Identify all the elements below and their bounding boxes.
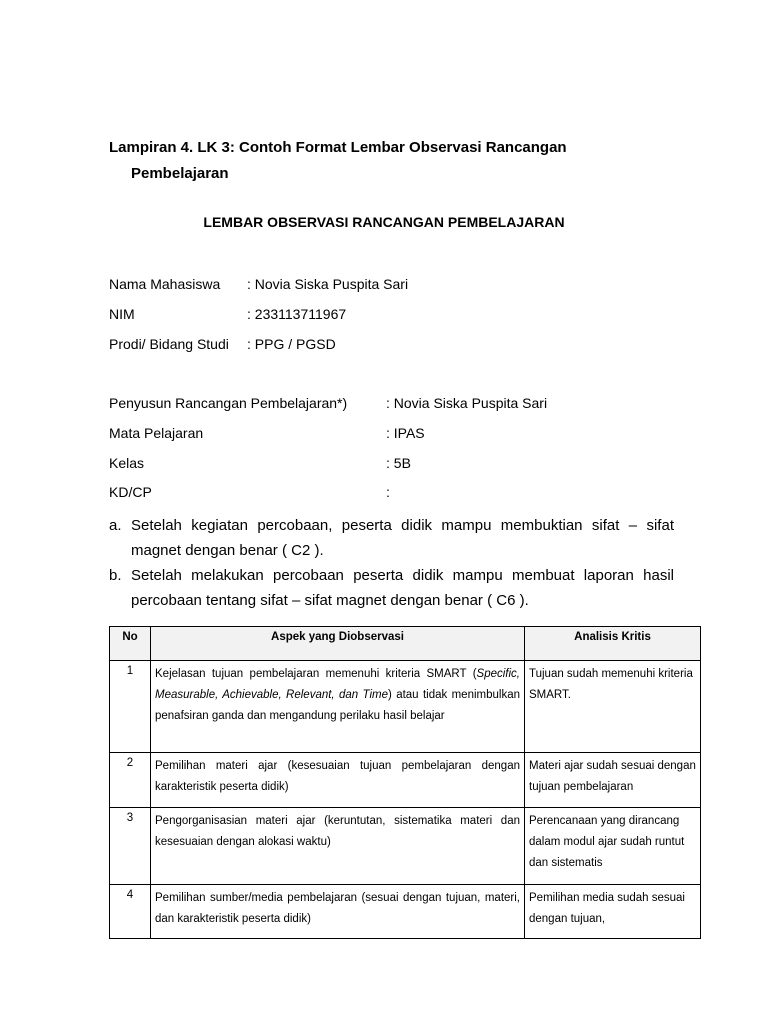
row-aspect bbox=[151, 661, 525, 753]
objective-b-marker: b. bbox=[109, 567, 122, 584]
plan-subject-label: Mata Pelajaran bbox=[109, 425, 204, 441]
row-number: 4 bbox=[110, 885, 151, 939]
observation-table bbox=[109, 626, 701, 939]
student-name-label: Nama Mahasiswa bbox=[109, 276, 221, 292]
objective-b-text: Setelah melakukan percobaan peserta didik mampu membuat laporan hasil percobaan tentang sifat – sifat magnet dengan benar ( C6 ). bbox=[131, 567, 674, 609]
row-critique: Perencanaan yang dirancang dalam modul ajar sudah runtut dan sistematis bbox=[525, 808, 701, 885]
row-critique: Materi ajar sudah sesuai dengan tujuan pembelajaran bbox=[525, 753, 701, 808]
appendix-heading-line2: Pembelajaran bbox=[131, 165, 229, 182]
row-aspect-italic: Specific, Measurable, Achievable, Relevant, dan Time bbox=[155, 668, 520, 701]
student-nim-label: NIM bbox=[109, 306, 135, 322]
row-aspect: Pemilihan sumber/media pembelajaran (sesuai dengan tujuan, materi, dan karakteristik peserta didik) bbox=[151, 885, 525, 939]
plan-author-label: Penyusun Rancangan Pembelajaran*) bbox=[109, 395, 348, 411]
student-nim-value: : 233113711967 bbox=[247, 306, 347, 322]
student-prodi-label: Prodi/ Bidang Studi bbox=[109, 336, 229, 352]
plan-kdcp-value: : bbox=[386, 484, 390, 500]
student-name-value: : Novia Siska Puspita Sari bbox=[247, 276, 409, 292]
objective-a-marker: a. bbox=[109, 517, 122, 534]
appendix-heading-line1: Lampiran 4. LK 3: Contoh Format Lembar Observasi Rancangan bbox=[109, 139, 567, 156]
objective-b bbox=[109, 563, 674, 613]
row-number: 1 bbox=[110, 661, 151, 753]
objective-a bbox=[109, 513, 674, 563]
row-critique: Tujuan sudah memenuhi kriteria SMART. bbox=[525, 661, 701, 753]
table-row bbox=[110, 885, 701, 939]
plan-subject-value: : IPAS bbox=[386, 425, 425, 441]
appendix-heading bbox=[109, 135, 709, 187]
table-row bbox=[110, 661, 701, 753]
table-header-row bbox=[110, 627, 701, 661]
row-aspect-text: Kejelasan tujuan pembelajaran memenuhi kriteria SMART ( bbox=[155, 668, 477, 680]
row-aspect-text-end: ) atau tidak menimbulkan penafsiran ganda dan mengandung perilaku hasil belajar bbox=[155, 689, 520, 722]
document-title: LEMBAR OBSERVASI RANCANGAN PEMBELAJARAN bbox=[203, 214, 565, 230]
row-number: 2 bbox=[110, 753, 151, 808]
plan-author-value: : Novia Siska Puspita Sari bbox=[386, 395, 548, 411]
row-aspect: Pemilihan materi ajar (kesesuaian tujuan pembelajaran dengan karakteristik peserta didik) bbox=[151, 753, 525, 808]
row-number: 3 bbox=[110, 808, 151, 885]
plan-kdcp-label: KD/CP bbox=[109, 484, 152, 500]
row-critique: Pemilihan media sudah sesuai dengan tujuan, bbox=[525, 885, 701, 939]
row-aspect: Pengorganisasian materi ajar (keruntutan, sistematika materi dan kesesuaian dengan alokasi waktu) bbox=[151, 808, 525, 885]
plan-class-label: Kelas bbox=[109, 455, 145, 471]
header-no: No bbox=[110, 627, 151, 661]
student-prodi-value: : PPG / PGSD bbox=[247, 336, 336, 352]
objective-a-text: Setelah kegiatan percobaan, peserta didik mampu membuktian sifat – sifat magnet dengan benar ( C2 ). bbox=[131, 517, 674, 559]
header-critique: Analisis Kritis bbox=[525, 627, 701, 661]
table-row bbox=[110, 808, 701, 885]
plan-class-value: : 5B bbox=[386, 455, 411, 471]
table-row bbox=[110, 753, 701, 808]
header-aspect: Aspek yang Diobservasi bbox=[151, 627, 525, 661]
